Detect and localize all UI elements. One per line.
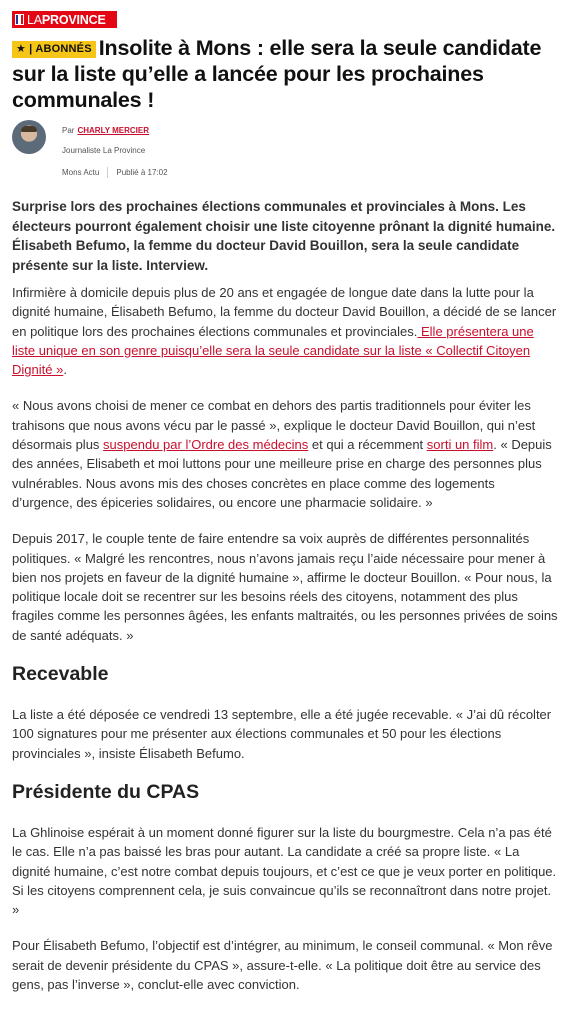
paragraph-4: La liste a été déposée ce vendredi 13 septembre, elle a été jugée recevable. « J’ai dû récolter 100 signatures pour me présenter aux élections communales et 50 pour les élections provinciales », insiste Élisabeth Befumo. <box>12 707 552 761</box>
article-lead: Surprise lors des prochaines élections communales et provinciales à Mons. Les électeurs pourront également choisir une liste citoyenne prônant la dignité humaine. Élisabeth Befumo, la femme du docteur David Bouillon, sera la seule candidate présente sur la liste. Interview. <box>12 199 556 273</box>
article-title <box>12 35 557 113</box>
author-block <box>12 120 557 180</box>
published-time: Publié à 17:02 <box>116 168 168 177</box>
paragraph-5: La Ghlinoise espérait à un moment donné figurer sur la liste du bourgmestre. Cela n’a pas été le cas. Elle n’a pas baissé les bras pour autant. La candidate a créé sa propre liste. « La dignité humaine, c’est notre combat depuis toujours, et c’est ce que je veux porter en politique. Si les citoyens comprennent cela, je suis convaincue qu’ils se reconnaîtront dans notre projet. » <box>12 824 557 918</box>
subscriber-badge: ★ | ABONNÉS <box>12 41 96 58</box>
meta-divider <box>107 167 108 178</box>
inline-link-ordre-medecins[interactable]: suspendu par l’Ordre des médecins <box>103 437 309 453</box>
article-body <box>12 197 558 1011</box>
inline-link-film[interactable]: sorti un film <box>426 437 494 453</box>
paragraph-1: Infirmière à domicile depuis plus de 20 ans et engagée de longue date dans la lutte pour la dignité humaine, Élisabeth Befumo, la femme du docteur David Bouillon, a décidé de se lancer en politique lors des prochaines élections communales et provinciales. Elle présentera une liste unique en son genre puisqu’elle sera la seule candidate sur la liste « Collectif Citoyen Dignité ». <box>12 285 557 378</box>
article-title-text: Insolite à Mons : elle sera la seule candidate sur la liste qu’elle a lancée pour les prochaines communales ! <box>12 36 542 112</box>
la-province-logo[interactable] <box>12 11 117 28</box>
paragraph-2: « Nous avons choisi de mener ce combat en dehors des partis traditionnels pour éviter les trahisons que nous avons vécu par le passé », explique le docteur David Bouillon, qui n’est désormais plus suspendu par l’Ordre des médecins et qui a récemment sorti un film. « Depuis des années, Elisabeth et moi luttons pour une meilleure prise en charge des personnes plus vulnérables. Nous avons mis des choses concrètes en place comme des logements d’urgence, des épiceries solidaires, ou encore une pharmacie solidaire. » <box>12 398 552 510</box>
paragraph-3: Depuis 2017, le couple tente de faire entendre sa voix auprès de différentes personnalités politiques. « Malgré les rencontres, nous n’avons jamais reçu l’aide nécessaire pour mener à bien nos projets en faveur de la dignité humaine », affirme le docteur Bouillon. « Pour nous, la politique locale doit se recentrer sur les besoins réels des citoyens, notamment des plus fragiles comme les personnes âgées, les enfants maltraités, ou les personnes privées de soins de santé adéquats. » <box>12 531 558 643</box>
logo-text: LAPROVINCE <box>27 12 106 27</box>
author-avatar[interactable] <box>12 120 46 154</box>
inline-link-liste-unique[interactable]: Elle présentera une liste unique en son genre puisqu’elle sera la seule candidate sur la liste « Collectif Citoyen Dignité » <box>12 323 534 378</box>
article-meta <box>62 167 168 178</box>
author-role: Journaliste La Province <box>62 146 146 155</box>
belgian-flag-icon <box>15 14 24 25</box>
section-label[interactable]: Mons Actu <box>62 168 100 177</box>
subheading-president-cpas: Présidente du CPAS <box>12 780 200 803</box>
paragraph-6: Pour Élisabeth Befumo, l’objectif est d’intégrer, au minimum, le conseil communal. « Mon rêve serait de devenir présidente du CPAS », assure-t-elle. « La politique doit être au service des gens, pas l’inverse », conclut-elle avec conviction. <box>12 938 553 993</box>
author-byline: Par CHARLY MERCIER <box>62 126 150 135</box>
star-icon: ★ <box>16 43 27 55</box>
author-name-link[interactable]: CHARLY MERCIER <box>77 126 150 135</box>
subheading-recevable: Recevable <box>12 663 109 686</box>
